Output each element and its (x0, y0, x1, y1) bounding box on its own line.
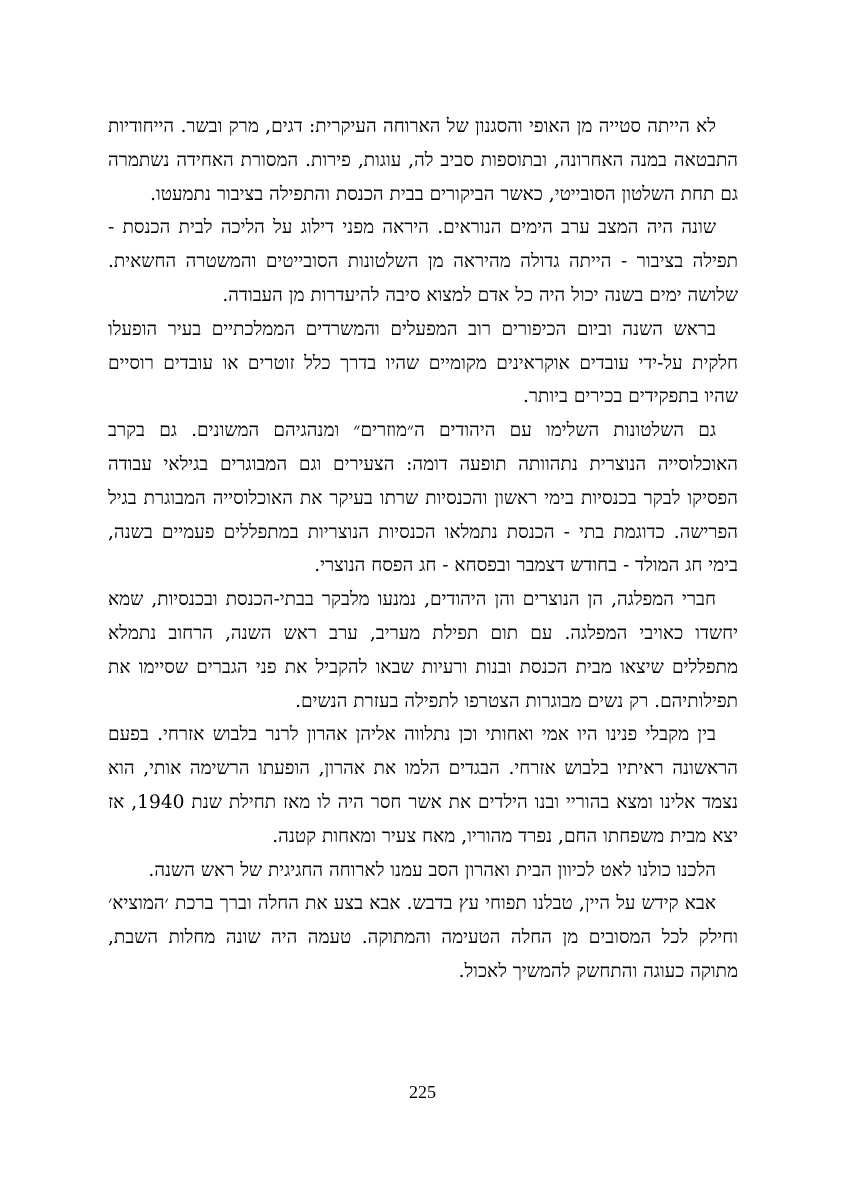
paragraph-1: לא הייתה סטייה מן האופי והסגנון של הארוחה העיקרית: דגים, מרק ובשר. הייחודיות התבטאה במנה האחרונה, ובתוספות סביב לה, עוגות, פירות. המסורת האחידה נשתמרה גם תחת השלטון הסובייטי, כאשר הביקורים בבית הכנסת והתפילה בציבור נתמעטו. (108, 116, 738, 205)
page-number: 225 (409, 1082, 436, 1102)
paragraph-4: גם השלטונות השלימו עם היהודים ה״מוזרים״ ומנהגיהם המשונים. גם בקרב האוכלוסייה הנוצרית נתהוותה תופעה דומה: הצעירים וגם המבוגרים בגילאי עבודה הפסיקו לבקר בכנסיות בימי ראשון והכנסיות שרתו בעיקר את האוכלוסייה המבוגרת בגיל הפרישה. כדוגמת בתי - הכנסת נתמלאו הכנסיות הנוצריות במתפללים פעמיים בשנה, בימי חג המולד - בחודש דצמבר ובפסחא - חג הפסח הנוצרי. (108, 420, 738, 577)
paragraph-5: חברי המפלגה, הן הנוצרים והן היהודים, נמנעו מלבקר בבתי-הכנסת ובכנסיות, שמא יחשדו כאויבי המפלגה. עם תום תפילת מעריב, ערב ראש השנה, הרחוב נתמלא מתפללים שיצאו מבית הכנסת ובנות ורעיות שבאו להקביל את פני הגברים שסיימו את תפילותיהם. רק נשים מבוגרות הצטרפו לתפילה בעזרת הנשים. (108, 589, 738, 712)
paragraph-2: שונה היה המצב ערב הימים הנוראים. היראה מפני דילוג על הליכה לבית הכנסת - תפילה בציבור - הייתה גדולה מהיראה מן השלטונות הסובייטים והמשטרה החשאית. שלושה ימים בשנה יכול היה כל אדם למצוא סיבה להיעדרות מן העבודה. (108, 217, 738, 306)
paragraph-8: אבא קידש על היין, טבלנו תפוחי עץ בדבש. אבא בצע את החלה וברך ברכת ׳המוציא׳ וחילק לכל המסובים מן החלה הטעימה והמתוקה. טעמה היה שונה מחלות השבת, מתוקה כעוגה והתחשק להמשיך לאכול. (108, 893, 738, 982)
document-body (108, 110, 738, 989)
paragraph-3: בראש השנה וביום הכיפורים רוב המפעלים והמשרדים הממלכתיים בעיר הופעלו חלקית על-ידי עובדים אוקראינים מקומיים שהיו בדרך כלל זוטרים או עובדים רוסיים שהיו בתפקידים בכירים ביותר. (108, 318, 738, 408)
paragraph-7: הלכנו כולנו לאט לכיוון הבית ואהרון הסב עמנו לארוחה החגיגית של ראש השנה. (148, 859, 716, 881)
paragraph-6: בין מקבלי פנינו היו אמי ואחותי וכן נתלווה אליהן אהרון לרנר בלבוש אזרחי. בפעם הראשונה ראיתיו בלבוש אזרחי. הבגדים הלמו את אהרון, הופעתו הרשימה אותי, הוא נצמד אלינו ומצא בהוריי ובנו הילדים את אשר חסר היה לו מאז תחילת שנת 1940, אז יצא מבית משפחתו החם, נפרד מהוריו, מאח צעיר ומאחות קטנה. (108, 724, 738, 847)
